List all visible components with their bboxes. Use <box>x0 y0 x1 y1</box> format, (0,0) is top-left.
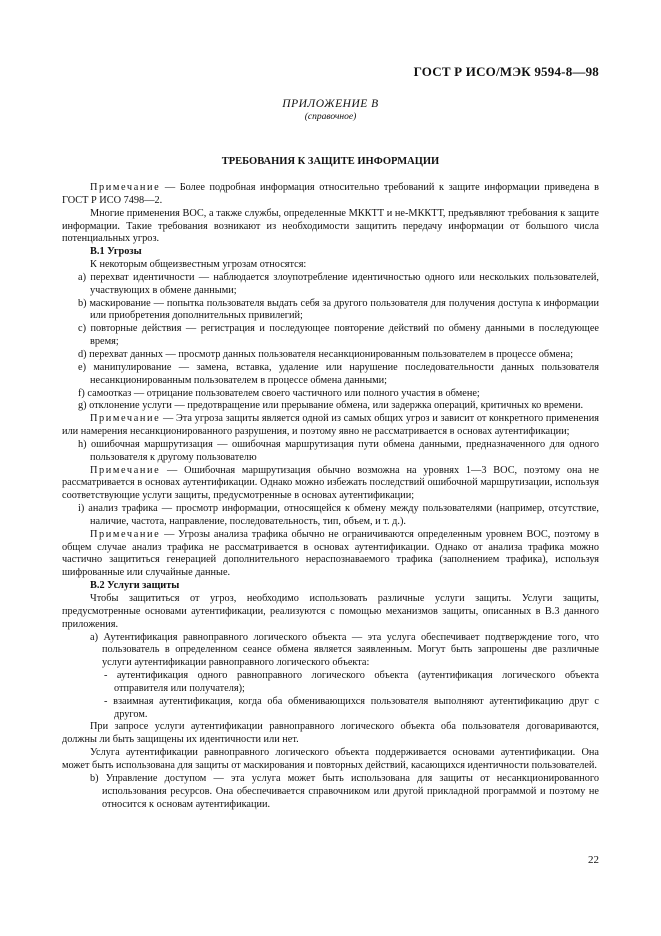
list-item: d) перехват данных — просмотр данных пользователя несанкционированным пользователем в процессе обмена; <box>78 348 574 360</box>
list-item: a) перехват идентичности — наблюдается злоупотребление идентичностью одного или нескольких пользователей, участвующих в обмене данными; <box>78 271 599 296</box>
list-item: h) ошибочная маршрутизация — ошибочная маршрутизация пути обмена данными, предназначенного для одного пользователя к другому пользователю <box>78 438 599 463</box>
note-text: — Ошибочная маршрутизация обычно возможна на уровнях 1—3 ВОС, поэтому она не рассматривается в основах аутентификации. Однако можно избежать последствий ошибочной маршрутизации, используя соответствующие услуги защиты, предусмотренные в основах аутентификации; <box>62 464 599 502</box>
note-paragraph <box>62 529 599 580</box>
note-paragraph <box>62 413 599 439</box>
note-text: — Эта угроза защиты является одной из самых общих угроз и зависит от конкретного применения или намерения несанкционированного разрушения, и поэтому явно не рассматривается в основах аутентификации; <box>62 413 599 438</box>
document-body <box>62 182 599 811</box>
note-text: — Более подробная информация относительно требований к защите информации приведена в ГОСТ Р ИСО 7498—2. <box>62 182 599 206</box>
note-text: — Угрозы анализа трафика обычно не ограничиваются определенным уровнем ВОС, поэтому в общем случае анализ трафика не рассматривается в основах аутентификации. Однако от анализа трафика можно частично защититься генерацией дополнительного нераспознаваемого трафика (заполнением трафика), используя шифрованные или случайные данные. <box>62 528 599 579</box>
list-item: g) отклонение услуги — предотвращение или прерывание обмена, или задержка операций, критичных ко времени. <box>78 400 584 412</box>
subsection-heading: В.2 Услуги защиты <box>90 580 180 592</box>
note-label: Примечание <box>90 464 161 476</box>
list-item: a) Аутентификация равноправного логического объекта — эта услуга обеспечивает подтверждение того, что пользователь в определенном сеансе обмена является заявленным. Могут быть запрошены две различные услуги аутентификации равноправного логического объекта: <box>90 631 599 669</box>
note-label: Примечание <box>90 413 161 425</box>
standard-header: ГОСТ Р ИСО/МЭК 9594-8—98 <box>413 64 599 79</box>
note-paragraph <box>62 465 599 504</box>
paragraph: Чтобы защититься от угроз, необходимо использовать различные услуги защиты. Услуги защиты, предусмотренные основами аутентификации, реализуются с помощью механизмов защиты, описанных в В.3 данного приложения. <box>62 593 599 630</box>
appendix-subtitle: (справочное) <box>304 112 357 122</box>
appendix-title: ПРИЛОЖЕНИЕ В <box>282 98 379 110</box>
list-item: e) манипулирование — замена, вставка, удаление или нарушение последовательности данных пользователя несанкционированным пользователем в процессе обмена данными; <box>78 361 599 386</box>
note-label: Примечание <box>90 182 161 193</box>
paragraph: При запросе услуги аутентификации равноправного логического объекта оба пользователя договариваются, должны ли быть защищены их идентичности или нет. <box>62 721 599 746</box>
list-item: f) самоотказ — отрицание пользователем своего частичного или полного участия в обмене; <box>78 387 480 399</box>
note-label: Примечание <box>90 528 161 540</box>
note-paragraph <box>62 182 599 208</box>
list-item: c) повторные действия — регистрация и последующее повторение действий по обмену данными в последующее время; <box>78 323 599 348</box>
dash-item: - аутентификация одного равноправного логического объекта (аутентификация логического объекта отправителя или получателя); <box>104 670 599 694</box>
page-number: 22 <box>588 854 599 866</box>
list-item: b) Управление доступом — эта услуга может быть использована для защиты от несанкционированного использования ресурсов. Она обеспечивается справочником или другой прикладной программой и поэтому не относится к основам аутентификации. <box>90 772 599 810</box>
list-item: i) анализ трафика — просмотр информации, относящейся к обмену между пользователями (например, отсутствие, наличие, частота, направление, последовательность, тип, объем, и т. д.). <box>78 503 599 527</box>
subsection-heading: В.1 Угрозы <box>90 246 142 258</box>
paragraph: Услуга аутентификации равноправного логического объекта поддерживается основами аутентификации. Она может быть использована для защиты от маскирования и повторных действий, касающихся идентичности пользователей. <box>62 747 599 771</box>
paragraph: К некоторым общеизвестным угрозам относятся: <box>90 259 307 271</box>
list-item: b) маскирование — попытка пользователя выдать себя за другого пользователя для получения доступа к информации или приобретения дополнительных привилегий; <box>78 297 599 322</box>
paragraph: Многие применения ВОС, а также службы, определенные МККТТ и не-МККТТ, предъявляют требования к защите информации. Такие требования возникают из необходимости защитить передачу информации от большого числа потенциальных угроз. <box>62 207 599 245</box>
dash-item: - взаимная аутентификация, когда оба обменивающихся пользователя выполняют аутентификацию друг с другом. <box>104 695 599 720</box>
section-title: ТРЕБОВАНИЯ К ЗАЩИТЕ ИНФОРМАЦИИ <box>221 156 440 167</box>
